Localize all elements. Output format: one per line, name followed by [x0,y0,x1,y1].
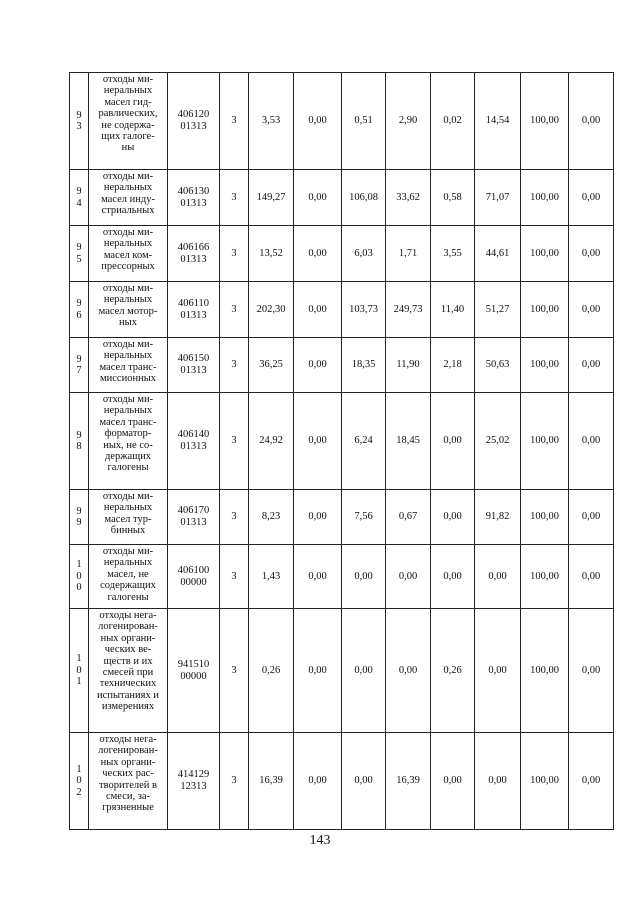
row-number-cell: 9 3 [70,73,89,170]
table-row [70,226,614,282]
value-7-cell: 100,00 [521,226,569,282]
waste-code-cell: 406130 01313 [168,170,220,226]
table-row [70,609,614,733]
value-1-cell: 13,52 [249,226,294,282]
value-3-cell: 0,00 [342,545,386,609]
value-8-cell: 0,00 [569,393,614,490]
hazard-class-cell: 3 [220,338,249,393]
value-4-cell: 11,90 [386,338,431,393]
value-8-cell: 0,00 [569,609,614,733]
waste-name-cell: отходы ми- неральных масел транс- форматор- ных, не со- держащих галогены [89,393,168,490]
row-number-cell: 9 6 [70,282,89,338]
table-row [70,73,614,170]
value-1-cell: 36,25 [249,338,294,393]
value-4-cell: 249,73 [386,282,431,338]
value-4-cell: 16,39 [386,733,431,830]
value-4-cell: 0,67 [386,490,431,545]
value-5-cell: 3,55 [431,226,475,282]
waste-name-cell: отходы ми- неральных масел мотор- ных [89,282,168,338]
value-5-cell: 0,02 [431,73,475,170]
value-6-cell: 71,07 [475,170,521,226]
value-8-cell: 0,00 [569,282,614,338]
value-2-cell: 0,00 [294,393,342,490]
waste-code-cell: 406100 00000 [168,545,220,609]
row-number-cell: 1 0 0 [70,545,89,609]
value-6-cell: 0,00 [475,545,521,609]
waste-code-cell: 406110 01313 [168,282,220,338]
value-2-cell: 0,00 [294,226,342,282]
value-1-cell: 24,92 [249,393,294,490]
hazard-class-cell: 3 [220,733,249,830]
waste-name-cell: отходы ми- неральных масел инду- стриальных [89,170,168,226]
table-row [70,733,614,830]
value-3-cell: 18,35 [342,338,386,393]
row-number-cell: 9 5 [70,226,89,282]
value-7-cell: 100,00 [521,170,569,226]
value-6-cell: 14,54 [475,73,521,170]
value-2-cell: 0,00 [294,733,342,830]
page-number: 143 [309,833,331,848]
value-4-cell: 2,90 [386,73,431,170]
value-5-cell: 0,00 [431,733,475,830]
value-8-cell: 0,00 [569,338,614,393]
value-5-cell: 2,18 [431,338,475,393]
value-4-cell: 0,00 [386,545,431,609]
waste-name-cell: отходы ми- неральных масел гид- равлических, не содержа- щих галоге- ны [89,73,168,170]
value-1-cell: 8,23 [249,490,294,545]
table-row [70,545,614,609]
value-4-cell: 33,62 [386,170,431,226]
value-3-cell: 103,73 [342,282,386,338]
value-3-cell: 0,00 [342,733,386,830]
value-2-cell: 0,00 [294,545,342,609]
waste-table [69,72,614,830]
hazard-class-cell: 3 [220,170,249,226]
value-7-cell: 100,00 [521,338,569,393]
waste-code-cell: 406120 01313 [168,73,220,170]
value-6-cell: 0,00 [475,733,521,830]
value-5-cell: 0,00 [431,393,475,490]
table-row [70,282,614,338]
value-1-cell: 149,27 [249,170,294,226]
value-6-cell: 0,00 [475,609,521,733]
value-1-cell: 0,26 [249,609,294,733]
value-3-cell: 106,08 [342,170,386,226]
row-number-cell: 1 0 2 [70,733,89,830]
value-2-cell: 0,00 [294,170,342,226]
waste-name-cell: отходы ми- неральных масел тур- бинных [89,490,168,545]
value-2-cell: 0,00 [294,73,342,170]
value-2-cell: 0,00 [294,490,342,545]
value-4-cell: 0,00 [386,609,431,733]
waste-code-cell: 941510 00000 [168,609,220,733]
waste-code-cell: 406140 01313 [168,393,220,490]
waste-name-cell: отходы ми- неральных масел, не содержащих галогены [89,545,168,609]
value-7-cell: 100,00 [521,609,569,733]
value-6-cell: 91,82 [475,490,521,545]
hazard-class-cell: 3 [220,73,249,170]
value-2-cell: 0,00 [294,338,342,393]
value-2-cell: 0,00 [294,282,342,338]
value-8-cell: 0,00 [569,226,614,282]
value-3-cell: 0,00 [342,609,386,733]
row-number-cell: 9 4 [70,170,89,226]
value-2-cell: 0,00 [294,609,342,733]
value-1-cell: 202,30 [249,282,294,338]
value-8-cell: 0,00 [569,73,614,170]
hazard-class-cell: 3 [220,490,249,545]
value-4-cell: 18,45 [386,393,431,490]
waste-code-cell: 414129 12313 [168,733,220,830]
value-7-cell: 100,00 [521,393,569,490]
waste-name-cell: отходы нега- логенирован- ных органи- ческих ве- ществ и их смесей при технических испытаниях и измерениях [89,609,168,733]
hazard-class-cell: 3 [220,609,249,733]
value-7-cell: 100,00 [521,733,569,830]
value-8-cell: 0,00 [569,490,614,545]
value-6-cell: 51,27 [475,282,521,338]
value-4-cell: 1,71 [386,226,431,282]
value-3-cell: 0,51 [342,73,386,170]
waste-code-cell: 406166 01313 [168,226,220,282]
waste-name-cell: отходы нега- логенирован- ных органи- ческих рас- творителей в смеси, за- грязненные [89,733,168,830]
value-6-cell: 50,63 [475,338,521,393]
row-number-cell: 9 7 [70,338,89,393]
waste-code-cell: 406150 01313 [168,338,220,393]
value-7-cell: 100,00 [521,545,569,609]
value-6-cell: 44,61 [475,226,521,282]
value-7-cell: 100,00 [521,490,569,545]
value-5-cell: 0,58 [431,170,475,226]
table-row [70,490,614,545]
value-6-cell: 25,02 [475,393,521,490]
waste-code-cell: 406170 01313 [168,490,220,545]
value-8-cell: 0,00 [569,545,614,609]
hazard-class-cell: 3 [220,393,249,490]
value-5-cell: 0,26 [431,609,475,733]
row-number-cell: 1 0 1 [70,609,89,733]
value-3-cell: 6,03 [342,226,386,282]
value-5-cell: 0,00 [431,545,475,609]
value-1-cell: 3,53 [249,73,294,170]
value-3-cell: 6,24 [342,393,386,490]
waste-name-cell: отходы ми- неральных масел транс- миссионных [89,338,168,393]
value-7-cell: 100,00 [521,73,569,170]
value-3-cell: 7,56 [342,490,386,545]
value-8-cell: 0,00 [569,170,614,226]
value-5-cell: 0,00 [431,490,475,545]
table-row [70,393,614,490]
waste-name-cell: отходы ми- неральных масел ком- прессорных [89,226,168,282]
hazard-class-cell: 3 [220,282,249,338]
value-1-cell: 16,39 [249,733,294,830]
value-7-cell: 100,00 [521,282,569,338]
table-row [70,338,614,393]
value-8-cell: 0,00 [569,733,614,830]
value-1-cell: 1,43 [249,545,294,609]
table-row [70,170,614,226]
row-number-cell: 9 9 [70,490,89,545]
hazard-class-cell: 3 [220,226,249,282]
hazard-class-cell: 3 [220,545,249,609]
value-5-cell: 11,40 [431,282,475,338]
row-number-cell: 9 8 [70,393,89,490]
